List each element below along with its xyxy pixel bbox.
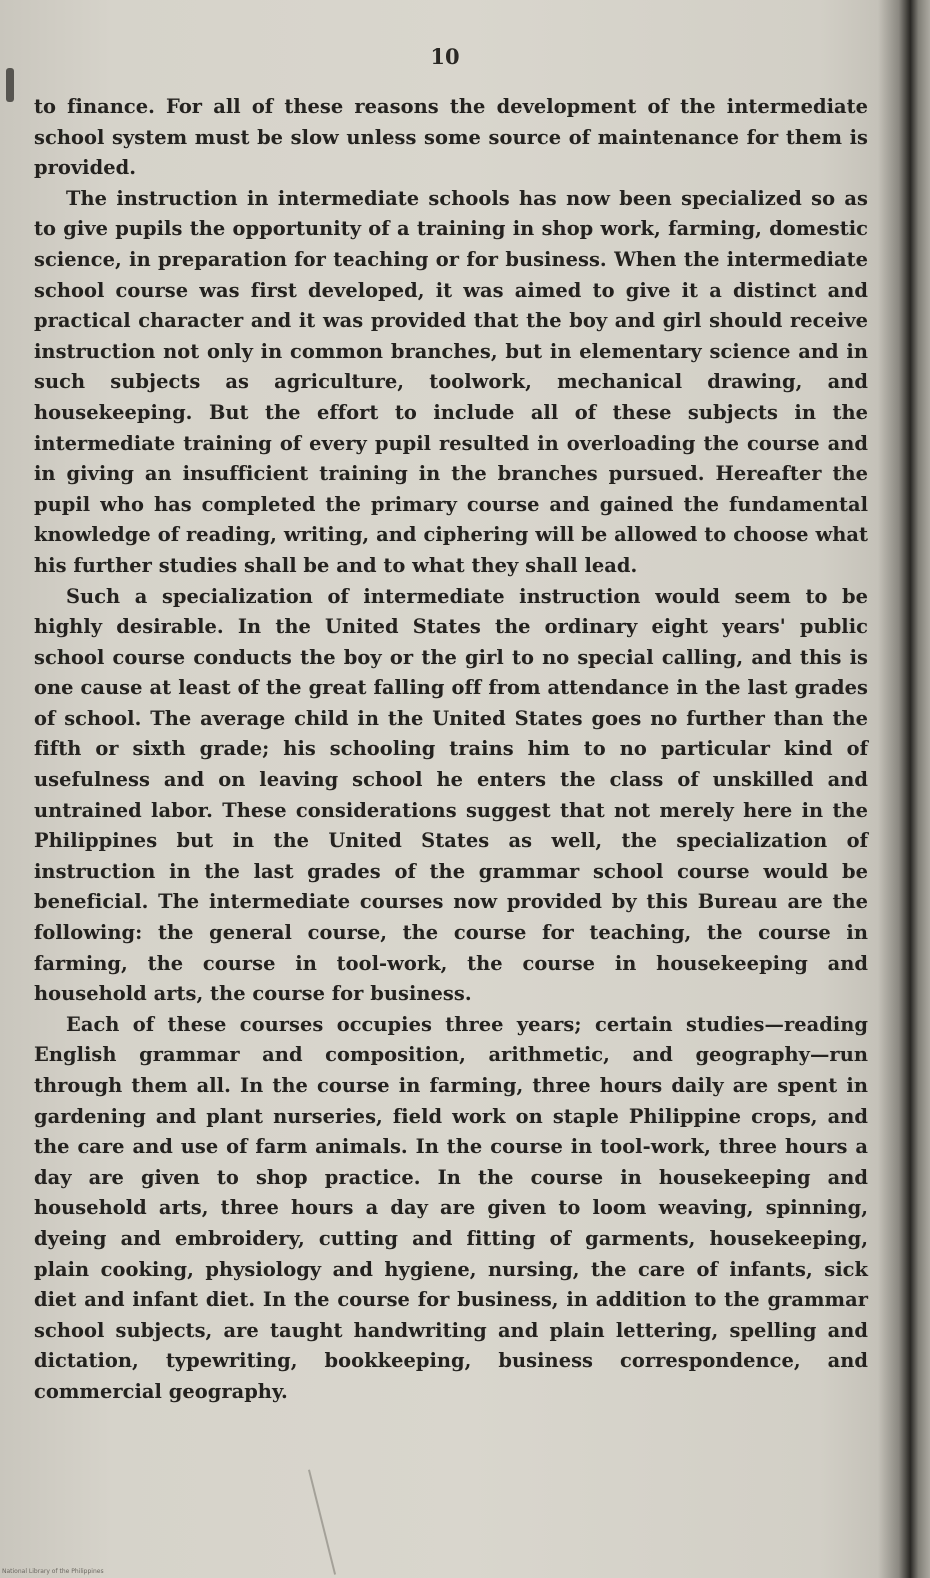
ink-speck: [6, 68, 14, 102]
paragraph-united-states: Such a specialization of intermediate instruction would seem to be highly desirable. In the United States the ordinary eight years' public school course conducts the boy or the girl to no special calling, and this is one cause at least of the great falling off from attendance in the last grades of school. The average child in the United States goes no further than the fifth or sixth grade; his schooling trains him to no particular kind of usefulness and on leaving school he enters the class of unskilled and untrained labor. These considerations suggest that not merely here in the Philippines but in the United States as well, the specialization of instruction in the last grades of the grammar school course would be beneficial. The intermediate courses now provided by this Bureau are the following: the general course, the course for teaching, the course in farming, the course in tool-work, the course in housekeeping and household arts, the course for business.: [34, 584, 868, 1006]
page-number: 10: [430, 44, 460, 69]
body-text: [34, 92, 868, 1408]
paper-crease: [308, 1470, 336, 1575]
paragraph-specialization: The instruction in intermediate schools has now been specialized so as to give pupils the opportunity of a training in shop work, farming, domestic science, in preparation for teaching or for business. When the intermediate school course was first developed, it was aimed to give it a distinct and practical character and it was provided that the boy and girl should receive instruction not only in common branches, but in elementary science and in such subjects as agriculture, toolwork, mechanical drawing, and housekeeping. But the effort to include all of these subjects in the intermediate training of every pupil resulted in overloading the course and in giving an insufficient training in the branches pursued. Hereafter the pupil who has completed the primary course and gained the fundamental knowledge of reading, writing, and ciphering will be allowed to choose what his further studies shall be and to what they shall lead.: [34, 186, 868, 577]
paragraph-courses: Each of these courses occupies three years; certain studies—reading English grammar and composition, arithmetic, and geography—run through them all. In the course in farming, three hours daily are spent in gardening and plant nurseries, field work on staple Philippine crops, and the care and use of farm animals. In the course in tool-work, three hours a day are given to shop practice. In the course in housekeeping and household arts, three hours a day are given to loom weaving, spinning, dyeing and embroidery, cutting and fitting of garments, housekeeping, plain cooking, physiology and hygiene, nursing, the care of infants, sick diet and infant diet. In the course for business, in addition to the grammar school subjects, are taught handwriting and plain lettering, spelling and dictation, typewriting, bookkeeping, business correspondence, and commercial geography.: [34, 1012, 868, 1403]
binding-shadow: [878, 0, 930, 1578]
paragraph-continuation: to finance. For all of these reasons the development of the intermediate school system must be slow unless some source of maintenance for them is provided.: [34, 95, 868, 180]
footer-credit: National Library of the Philippines: [2, 1568, 104, 1575]
